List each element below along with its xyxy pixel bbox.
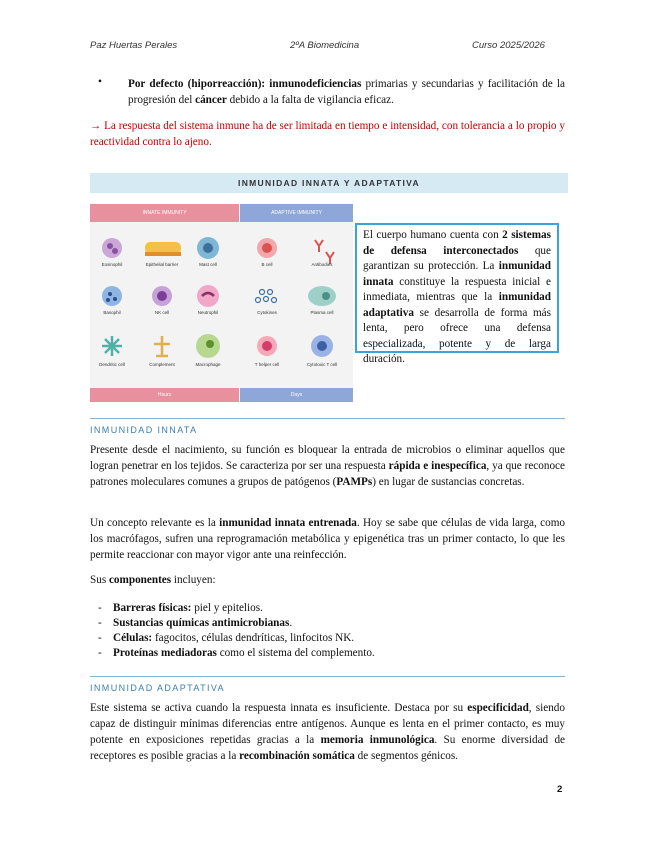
neutrophil-icon: [197, 285, 219, 307]
paragraph-components: Sus componentes incluyen:: [90, 574, 216, 586]
b-cell-icon: [257, 238, 277, 258]
cell-label: Complement: [149, 362, 175, 367]
header-year: Curso 2025/2026: [472, 40, 545, 51]
innate-header: INNATE IMMUNITY: [90, 204, 239, 222]
list-item: Células: fagocitos, células dendríticas, linfocitos NK.: [113, 632, 355, 644]
cytokines-icon: [256, 290, 277, 303]
cell-label: Neutrophil: [197, 310, 219, 315]
cell-label: Antibodies: [311, 262, 333, 267]
page-number: 2: [557, 784, 563, 795]
section-title-adaptive: INMUNIDAD ADAPTATIVA: [90, 676, 565, 693]
adaptive-header: ADAPTIVE IMMUNITY: [240, 204, 353, 222]
cell-illustrations: [90, 204, 353, 402]
paragraph-adaptive: Este sistema se activa cuando la respuesta innata es insuficiente. Destaca por su especificidad, siendo capaz de distinguir mínimas diferencias entre antígenos. Aunque es lenta en el primer contacto, es muy potente en exposiciones repetidas gracias a la memoria inmunológica. Su enorme diversidad de receptores es posible gracias a la recombinación somática de segmentos génicos.: [90, 702, 565, 762]
list-dash: -: [98, 602, 102, 614]
t-helper-cell-icon: [257, 336, 277, 356]
cell-label: Eosinophil: [101, 262, 123, 267]
dendritic-cell-icon: [102, 336, 122, 356]
red-note: → La respuesta del sistema inmune ha de ser limitada en tiempo e intensidad, con tolerancia a lo propio y reactividad contra lo ajeno.: [90, 120, 565, 148]
figure-band-title: INMUNIDAD INNATA Y ADAPTATIVA: [90, 173, 568, 193]
cell-label: Plasma cell: [310, 310, 334, 315]
basophil-icon: [102, 286, 122, 306]
list-item: Sustancias químicas antimicrobianas.: [113, 617, 293, 629]
antibodies-icon: [315, 240, 334, 264]
list-dash: -: [98, 632, 102, 644]
paragraph-trained-immunity: Un concepto relevante es la inmunidad innata entrenada. Hoy se sabe que células de vida larga, como los macrófagos, sufren una reprogramación metabólica y epigenética tras un primer contacto, lo que les permite reaccionar con mayor vigor ante una reinfección.: [90, 517, 565, 561]
adaptive-footer: Days: [240, 388, 353, 402]
header-course: 2ºA Biomedicina: [290, 40, 360, 51]
list-item: Barreras físicas: piel y epitelios.: [113, 602, 263, 614]
header-author: Paz Huertas Perales: [90, 40, 178, 51]
plasma-cell-icon: [308, 286, 336, 306]
cell-label: Epithelial barrier: [145, 262, 179, 267]
cell-label: NK cell: [154, 310, 170, 315]
eosinophil-icon: [102, 238, 122, 258]
immunity-figure: [90, 204, 353, 402]
bullet-paragraph: Por defecto (hiporreacción): inmunodeficiencias primarias y secundarias y facilitación de la progresión del cáncer debido a la falta de vigilancia eficaz.: [128, 78, 565, 106]
bullet-dot: •: [98, 76, 102, 88]
cell-label: Cytokines: [257, 310, 277, 315]
section-title-innate: INMUNIDAD INNATA: [90, 418, 565, 435]
complement-icon: [154, 336, 170, 356]
nk-cell-icon: [152, 286, 172, 306]
cell-label: Cytotoxic T cell: [306, 362, 338, 367]
callout-box: El cuerpo humano cuenta con 2 sistemas de defensa interconectados que garantizan su protección. La inmunidad innata constituye la respuesta inicial e inmediata, mientras que la inmunidad adaptativa se desarrolla de forma más lenta, pero ofrece una defensa especializada, potente y de larga duración.: [355, 223, 559, 353]
cell-label: B cell: [261, 262, 273, 267]
list-dash: -: [98, 647, 102, 659]
list-dash: -: [98, 617, 102, 629]
cytotoxic-t-cell-icon: [311, 335, 333, 357]
cell-label: Macrophage: [195, 362, 221, 367]
cell-label: Mast cell: [199, 262, 217, 267]
cell-label: Dendritic cell: [99, 362, 125, 367]
paragraph-innate-intro: Presente desde el nacimiento, su función es bloquear la entrada de microbios o eliminar aquellos que logran penetrar en los tejidos. Se caracteriza por ser una respuesta rápida e inespecífica, ya que reconoce patrones moleculares comunes a grupos de patógenos (PAMPs) en lugar de sustancias concretas.: [90, 444, 565, 488]
innate-footer: Hours: [90, 388, 239, 402]
cell-label: Basophil: [103, 310, 121, 315]
list-item: Proteínas mediadoras como el sistema del complemento.: [113, 647, 375, 659]
cell-label: T helper cell: [254, 362, 280, 367]
mast-cell-icon: [197, 237, 219, 259]
epithelial-barrier-icon: [145, 242, 181, 256]
macrophage-icon: [196, 334, 220, 358]
